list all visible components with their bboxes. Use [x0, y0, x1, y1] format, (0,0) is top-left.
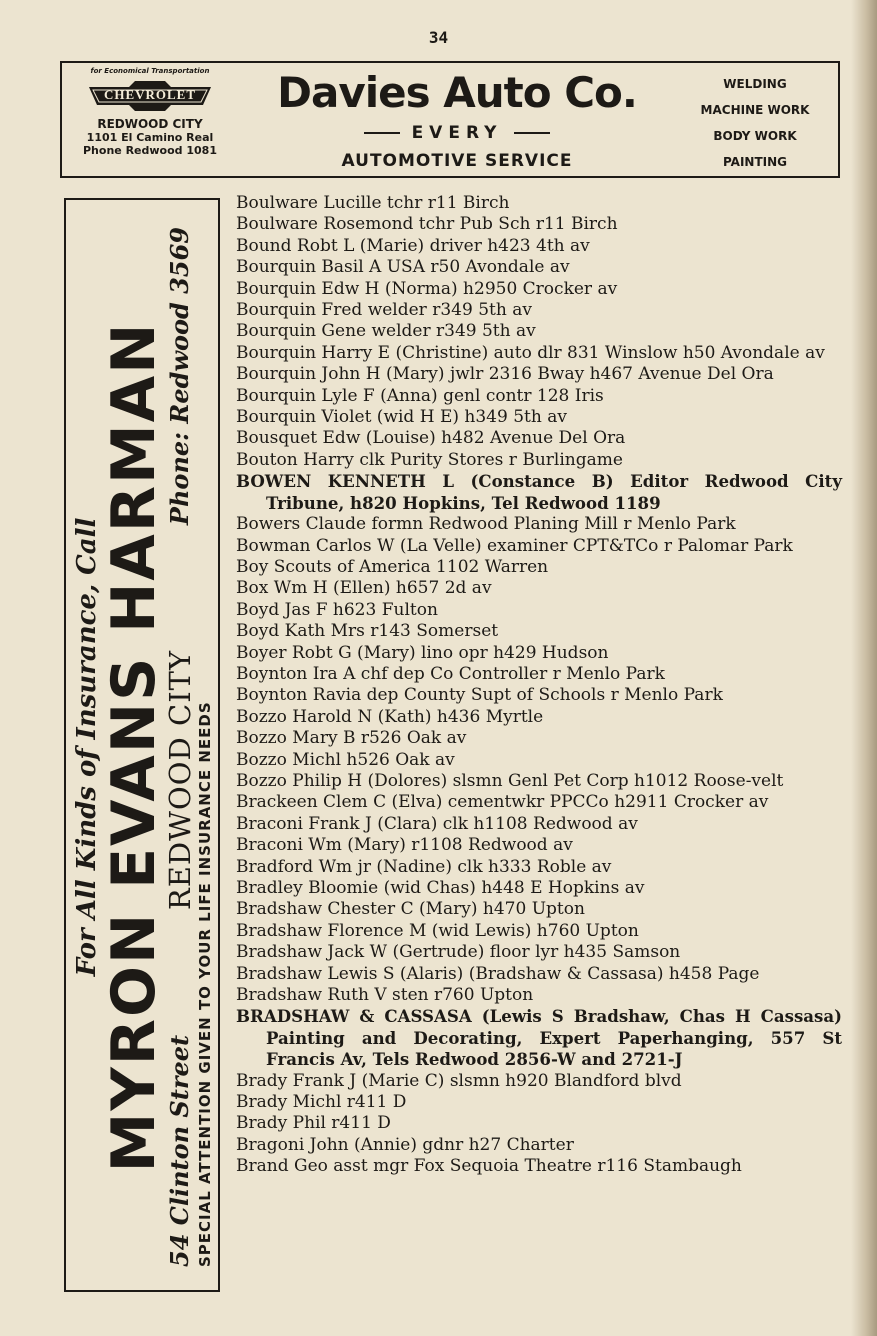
- listing-entry: Bradshaw Jack W (Gertrude) floor lyr h435 Samson: [236, 942, 681, 963]
- service-item: MACHINE WORK: [700, 103, 810, 117]
- street-address: 54 Clinton Street: [165, 1034, 194, 1267]
- listing-entry: Bradshaw Lewis S (Alaris) (Bradshaw & Cassasa) h458 Page: [236, 963, 760, 984]
- listing-entry: Boulware Rosemond tchr Pub Sch r11 Birch: [236, 214, 618, 235]
- listing-entry: Box Wm H (Ellen) h657 2d av: [236, 578, 492, 599]
- listing-entry: Bradford Wm jr (Nadine) clk h333 Roble av: [236, 856, 612, 877]
- listing-entry: Braconi Wm (Mary) r1108 Redwood av: [236, 835, 573, 856]
- listing-entry: Bozzo Harold N (Kath) h436 Myrtle: [236, 706, 544, 727]
- listing-entry: Brady Michl r411 D: [236, 1092, 407, 1113]
- listing-entry: Brady Frank J (Marie C) slsmn h920 Blandford blvd: [236, 1070, 682, 1091]
- special-attention-line: [194, 227, 216, 1267]
- rotated-ad-content: [72, 207, 216, 1287]
- insurance-call-line: For All Kinds of Insurance, Call: [72, 517, 102, 977]
- dash-right: [514, 132, 550, 134]
- listing-entry: Bourquin Harry E (Christine) auto dlr 831 Winslow h50 Avondale av: [236, 342, 825, 363]
- chevrolet-logo: [85, 79, 215, 113]
- listing-entry: Bourquin Basil A USA r50 Avondale av: [236, 257, 570, 278]
- listing-entry: Bound Robt L (Marie) driver h423 4th av: [236, 235, 590, 256]
- page-number: 34: [428, 28, 449, 47]
- ad-city-name: REDWOOD CITY: [163, 649, 197, 911]
- listing-entry: Bradley Bloomie (wid Chas) h448 E Hopkins av: [236, 878, 645, 898]
- service-item: PAINTING: [722, 155, 788, 169]
- listing-entry: Boy Scouts of America 1102 Warren: [236, 556, 549, 577]
- services-list: [680, 71, 830, 175]
- agent-name: MYRON EVANS HARMAN: [99, 321, 169, 1173]
- automotive-service: AUTOMOTIVE SERVICE: [341, 151, 573, 171]
- special-attention-text: SPECIAL ATTENTION GIVEN TO YOUR LIFE INSURANCE NEEDS: [196, 701, 214, 1267]
- listing-entry: Bozzo Michl h526 Oak av: [236, 749, 455, 770]
- address-line: [163, 227, 197, 1267]
- service-item: BODY WORK: [713, 129, 797, 143]
- ad-tagline: for Economical Transportation: [90, 67, 210, 75]
- listing-entry: Bourquin Gene welder r349 5th av: [236, 321, 536, 342]
- listing-entry: Brady Phil r411 D: [236, 1113, 391, 1134]
- every-line: [247, 123, 667, 143]
- ad-left-column: [70, 67, 230, 157]
- listing-entry: Boyer Robt G (Mary) lino opr h429 Hudson: [236, 642, 609, 663]
- listing-entry: Boyd Jas F h623 Fulton: [236, 599, 438, 620]
- harman-insurance-ad: [64, 198, 220, 1292]
- chevrolet-logo-text: CHEVROLET: [103, 87, 197, 102]
- dash-left: [364, 132, 400, 134]
- company-name: Davies Auto Co.: [277, 68, 637, 117]
- davies-auto-ad: [60, 61, 840, 178]
- ad-address: 1101 El Camino Real: [86, 131, 214, 144]
- every-text: EVERY: [411, 123, 503, 143]
- listing-entry: Bousquet Edw (Louise) h482 Avenue Del Ora: [236, 428, 626, 449]
- listing-entry: Bouton Harry clk Purity Stores r Burlingame: [236, 449, 623, 470]
- ad-phone: Phone Redwood 1081: [83, 144, 217, 157]
- listing-entry-bold: BOWEN KENNETH L (Constance B) Editor Redwood City Tribune, h820 Hopkins, Tel Redwood 1189: [236, 471, 842, 513]
- listing-entry: Boynton Ira A chf dep Co Controller r Menlo Park: [236, 663, 665, 684]
- listing-entry: Bourquin Fred welder r349 5th av: [236, 300, 532, 321]
- listing-entry: Boyd Kath Mrs r143 Somerset: [236, 621, 499, 642]
- listing-entry: Bowers Claude formn Redwood Planing Mill r Menlo Park: [236, 514, 736, 535]
- ad-center-column: [247, 63, 667, 171]
- service-item: WELDING: [723, 77, 787, 91]
- listing-entry: Braconi Frank J (Clara) clk h1108 Redwood av: [236, 813, 638, 834]
- listing-entry: Bourquin John H (Mary) jwlr 2316 Bway h467 Avenue Del Ora: [236, 364, 774, 385]
- listing-entry: Bozzo Mary B r526 Oak av: [236, 728, 467, 749]
- directory-listings: [236, 193, 842, 1178]
- listing-entry-bold: BRADSHAW & CASSASA (Lewis S Bradshaw, Chas H Cassasa) Painting and Decorating, Expert Paperhanging, 557 St Francis Av, Tels Redwood 2856-W and 2721-J: [236, 1006, 842, 1070]
- listing-entry: Bourquin Edw H (Norma) h2950 Crocker av: [236, 278, 618, 299]
- ad-city: REDWOOD CITY: [97, 117, 203, 131]
- page-edge: [851, 0, 877, 1336]
- listing-entry: Bradshaw Florence M (wid Lewis) h760 Upton: [236, 920, 639, 941]
- listing-entry: Bradshaw Ruth V sten r760 Upton: [236, 985, 534, 1006]
- listing-entry: Bradshaw Chester C (Mary) h470 Upton: [236, 899, 585, 920]
- listing-entry: Boynton Ravia dep County Supt of Schools r Menlo Park: [236, 685, 723, 706]
- ad-phone-number: Phone: Redwood 3569: [165, 227, 194, 526]
- listing-entry: Bourquin Lyle F (Anna) genl contr 128 Iris: [236, 385, 604, 406]
- listing-entry: Bozzo Philip H (Dolores) slsmn Genl Pet Corp h1012 Roose-velt: [236, 770, 784, 791]
- listing-entry: Bowman Carlos W (La Velle) examiner CPT&TCo r Palomar Park: [236, 535, 793, 556]
- listing-entry: Boulware Lucille tchr r11 Birch: [236, 193, 510, 213]
- listing-entry: Bragoni John (Annie) gdnr h27 Charter: [236, 1134, 574, 1155]
- listing-entry: Brand Geo asst mgr Fox Sequoia Theatre r116 Stambaugh: [236, 1156, 742, 1177]
- listing-entry: Brackeen Clem C (Elva) cementwkr PPCCo h2911 Crocker av: [236, 792, 769, 813]
- listing-entry: Bourquin Violet (wid H E) h349 5th av: [236, 407, 567, 428]
